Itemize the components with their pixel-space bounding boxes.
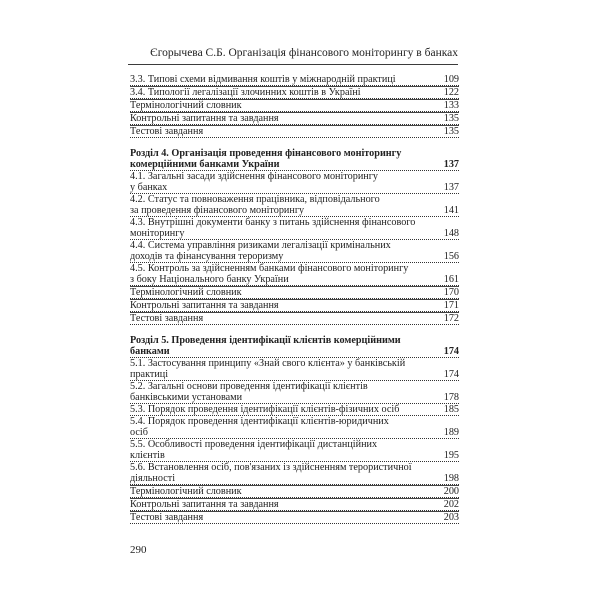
- toc-entry-title: Тестові завдання: [130, 512, 204, 523]
- toc-entry: [130, 404, 459, 416]
- toc-entry: [130, 392, 459, 404]
- toc-entry: [130, 416, 459, 427]
- toc-entry: [130, 381, 459, 392]
- toc-page-number: 189: [443, 427, 459, 438]
- toc-entry: [130, 217, 459, 228]
- toc-entry-title: практиці: [130, 369, 169, 380]
- toc-page-number: 174: [443, 369, 459, 380]
- toc-entry-title: у банках: [130, 182, 168, 193]
- toc-entry: [130, 274, 459, 286]
- toc-entry: [130, 299, 459, 312]
- toc-entry: [130, 263, 459, 274]
- toc-page-number: 178: [443, 392, 459, 403]
- toc-entry: [130, 171, 459, 182]
- toc-page-number: 137: [443, 182, 459, 193]
- toc-entry-title: 5.1. Застосування принципу «Знай свого клієнта» у банківській: [130, 358, 406, 369]
- toc-entry: [130, 99, 459, 112]
- toc-page-number: 172: [443, 313, 459, 324]
- toc-entry: [130, 86, 459, 99]
- toc-entry-title: Термінологічний словник: [130, 100, 242, 111]
- header-title: Єгорычева С.Б. Організація фінансового моніторингу в банках: [150, 47, 458, 59]
- page-number: 290: [130, 544, 147, 556]
- toc-entry: [130, 194, 459, 205]
- toc-entry-title: Розділ 4. Організація проведення фінансового моніторингу: [130, 148, 402, 159]
- toc-page-number: 200: [443, 486, 459, 497]
- toc-section-heading: [130, 159, 459, 171]
- toc-page-number: 170: [443, 287, 459, 298]
- toc-entry-title: 4.1. Загальні засади здійснення фінансового моніторингу: [130, 171, 379, 182]
- toc-entry: [130, 251, 459, 263]
- toc-entry-title: 4.2. Статус та повноваження працівника, відповідального: [130, 194, 380, 205]
- toc-entry-title: Тестові завдання: [130, 126, 204, 137]
- toc-page-number: 161: [443, 274, 459, 285]
- toc-entry: [130, 112, 459, 125]
- toc-entry: [130, 473, 459, 485]
- toc-entry-title: 5.4. Порядок проведення ідентифікації клієнтів-юридичних: [130, 416, 389, 427]
- toc-spacer: [130, 138, 459, 148]
- toc-entry-title: 3.4. Типології легалізації злочинних коштів в Україні: [130, 87, 361, 98]
- table-of-contents: [130, 74, 459, 524]
- toc-page-number: 195: [443, 450, 459, 461]
- toc-section-heading: [130, 148, 459, 159]
- toc-entry: [130, 485, 459, 498]
- toc-page-number: 174: [443, 346, 459, 357]
- toc-entry-title: 5.2. Загальні основи проведення ідентифікації клієнтів: [130, 381, 368, 392]
- toc-entry: [130, 125, 459, 138]
- toc-entry-title: банківськими установами: [130, 392, 243, 403]
- toc-entry: [130, 450, 459, 462]
- toc-entry: [130, 498, 459, 511]
- running-header: [128, 46, 458, 65]
- toc-entry: [130, 312, 459, 325]
- toc-page-number: 135: [443, 113, 459, 124]
- toc-entry-title: Контрольні запитання та завдання: [130, 499, 279, 510]
- toc-entry-title: 5.3. Порядок проведення ідентифікації клієнтів-фізичних осіб: [130, 404, 400, 415]
- toc-page-number: 202: [443, 499, 459, 510]
- toc-entry-title: Розділ 5. Проведення ідентифікації клієнтів комерційними: [130, 335, 401, 346]
- toc-page-number: 141: [443, 205, 459, 216]
- toc-entry-title: моніторингу: [130, 228, 185, 239]
- toc-entry-title: банками: [130, 346, 170, 357]
- toc-spacer: [130, 325, 459, 335]
- toc-page-number: 156: [443, 251, 459, 262]
- toc-entry-title: осіб: [130, 427, 148, 438]
- toc-entry-title: клієнтів: [130, 450, 165, 461]
- toc-entry: [130, 74, 459, 86]
- toc-entry-title: 4.5. Контроль за здійсненням банками фінансового моніторингу: [130, 263, 409, 274]
- toc-entry-title: доходів та фінансування тероризму: [130, 251, 284, 262]
- toc-page-number: 122: [443, 87, 459, 98]
- toc-entry-title: Термінологічний словник: [130, 287, 242, 298]
- toc-page-number: 109: [443, 74, 459, 85]
- toc-page-number: 203: [443, 512, 459, 523]
- toc-entry: [130, 439, 459, 450]
- toc-page-number: 171: [443, 300, 459, 311]
- toc-entry: [130, 462, 459, 473]
- toc-entry: [130, 358, 459, 369]
- toc-entry-title: Тестові завдання: [130, 313, 204, 324]
- toc-entry-title: 4.3. Внутрішні документи банку з питань здійснення фінансового: [130, 217, 416, 228]
- toc-entry-title: 3.3. Типові схеми відмивання коштів у міжнародній практиці: [130, 74, 396, 85]
- toc-page-number: 148: [443, 228, 459, 239]
- toc-entry: [130, 511, 459, 524]
- toc-entry: [130, 369, 459, 381]
- toc-entry-title: Контрольні запитання та завдання: [130, 300, 279, 311]
- toc-entry-title: Контрольні запитання та завдання: [130, 113, 279, 124]
- toc-entry-title: 5.5. Особливості проведення ідентифікації дистанційних: [130, 439, 378, 450]
- toc-entry-title: діяльності: [130, 473, 176, 484]
- toc-entry: [130, 286, 459, 299]
- toc-section-heading: [130, 335, 459, 346]
- toc-page-number: 133: [443, 100, 459, 111]
- toc-entry-title: 5.6. Встановлення осіб, пов'язаних із здійсненням терористичної: [130, 462, 412, 473]
- toc-page-number: 137: [443, 159, 459, 170]
- toc-entry: [130, 205, 459, 217]
- toc-entry: [130, 427, 459, 439]
- toc-entry-title: комерційними банками України: [130, 159, 280, 170]
- toc-entry: [130, 240, 459, 251]
- toc-entry-title: 4.4. Система управління ризиками легалізації кримінальних: [130, 240, 391, 251]
- toc-entry: [130, 182, 459, 194]
- toc-page-number: 135: [443, 126, 459, 137]
- toc-section-heading: [130, 346, 459, 358]
- toc-entry: [130, 228, 459, 240]
- toc-entry-title: Термінологічний словник: [130, 486, 242, 497]
- toc-entry-title: за проведення фінансового моніторингу: [130, 205, 305, 216]
- toc-page-number: 198: [443, 473, 459, 484]
- toc-entry-title: з боку Національного банку України: [130, 274, 289, 285]
- toc-page-number: 185: [443, 404, 459, 415]
